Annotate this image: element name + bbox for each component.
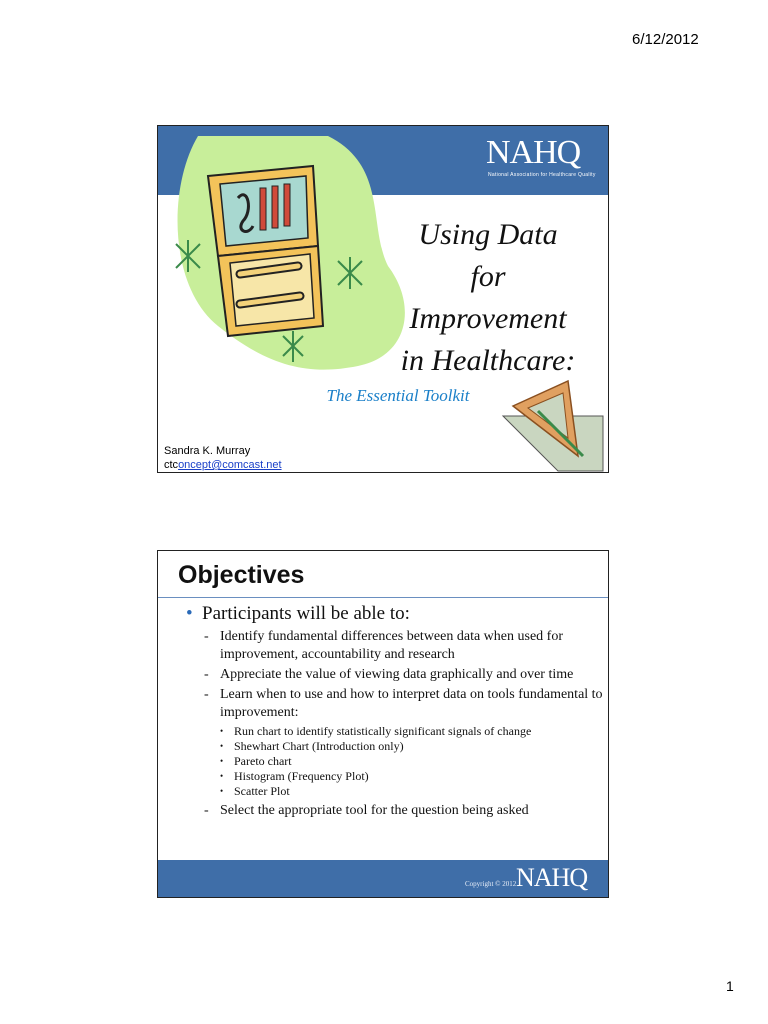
title-line: for bbox=[470, 260, 506, 293]
list-item: - Select the appropriate tool for the question being asked bbox=[204, 803, 529, 818]
list-item: • Shewhart Chart (Introduction only) bbox=[220, 739, 404, 753]
header-date: 6/12/2012 bbox=[632, 31, 699, 48]
dash-icon: - bbox=[204, 629, 209, 644]
page-number: 1 bbox=[726, 978, 734, 994]
objectives-list bbox=[186, 603, 606, 822]
bullet-icon: • bbox=[220, 726, 224, 736]
drafting-triangle-icon bbox=[503, 381, 603, 471]
dash-icon: - bbox=[204, 803, 209, 818]
list-item: - Identify fundamental differences between data when used for improvement, accountability and research bbox=[204, 629, 563, 662]
slide-subtitle: The Essential Toolkit bbox=[326, 386, 470, 405]
bullet-icon: • bbox=[220, 771, 224, 781]
email-prefix: ctc bbox=[164, 459, 179, 471]
nahq-logo-subtitle: National Association for Healthcare Quality bbox=[488, 172, 596, 178]
copyright-text: Copyright © 2012 bbox=[465, 880, 517, 888]
nahq-logo: NAHQ bbox=[516, 863, 588, 892]
title-line: Using Data bbox=[418, 218, 558, 251]
title-divider bbox=[158, 597, 608, 598]
list-item: • Scatter Plot bbox=[220, 784, 290, 798]
toolbox-icon bbox=[208, 166, 323, 336]
slide-title: Objectives bbox=[178, 561, 305, 589]
list-item: - Appreciate the value of viewing data graphically and over time bbox=[204, 667, 574, 682]
footer-band bbox=[158, 860, 608, 898]
list-item: • Histogram (Frequency Plot) bbox=[220, 769, 369, 783]
title-slide bbox=[157, 125, 609, 473]
author-name: Sandra K. Murray bbox=[164, 445, 251, 457]
bullet-icon: • bbox=[186, 603, 193, 624]
slide-title bbox=[368, 214, 608, 382]
email-link[interactable]: oncept@comcast.net bbox=[178, 459, 282, 471]
list-item: - Learn when to use and how to interpret data on tools fundamental to improvement: bbox=[204, 687, 603, 720]
list-item: • Pareto chart bbox=[220, 754, 292, 768]
dash-icon: - bbox=[204, 687, 209, 702]
bullet-icon: • bbox=[220, 756, 224, 766]
author-email bbox=[164, 458, 282, 472]
title-line: in Healthcare: bbox=[400, 344, 576, 377]
author-block bbox=[164, 444, 282, 472]
nahq-logo: NAHQ bbox=[486, 134, 581, 171]
title-line: Improvement bbox=[409, 302, 567, 335]
list-item: • Participants will be able to: bbox=[186, 603, 410, 624]
dash-icon: - bbox=[204, 667, 209, 682]
bullet-icon: • bbox=[220, 741, 224, 751]
list-item: • Run chart to identify statistically significant signals of change bbox=[220, 724, 532, 738]
objectives-slide bbox=[157, 550, 609, 898]
bullet-icon: • bbox=[220, 786, 224, 796]
